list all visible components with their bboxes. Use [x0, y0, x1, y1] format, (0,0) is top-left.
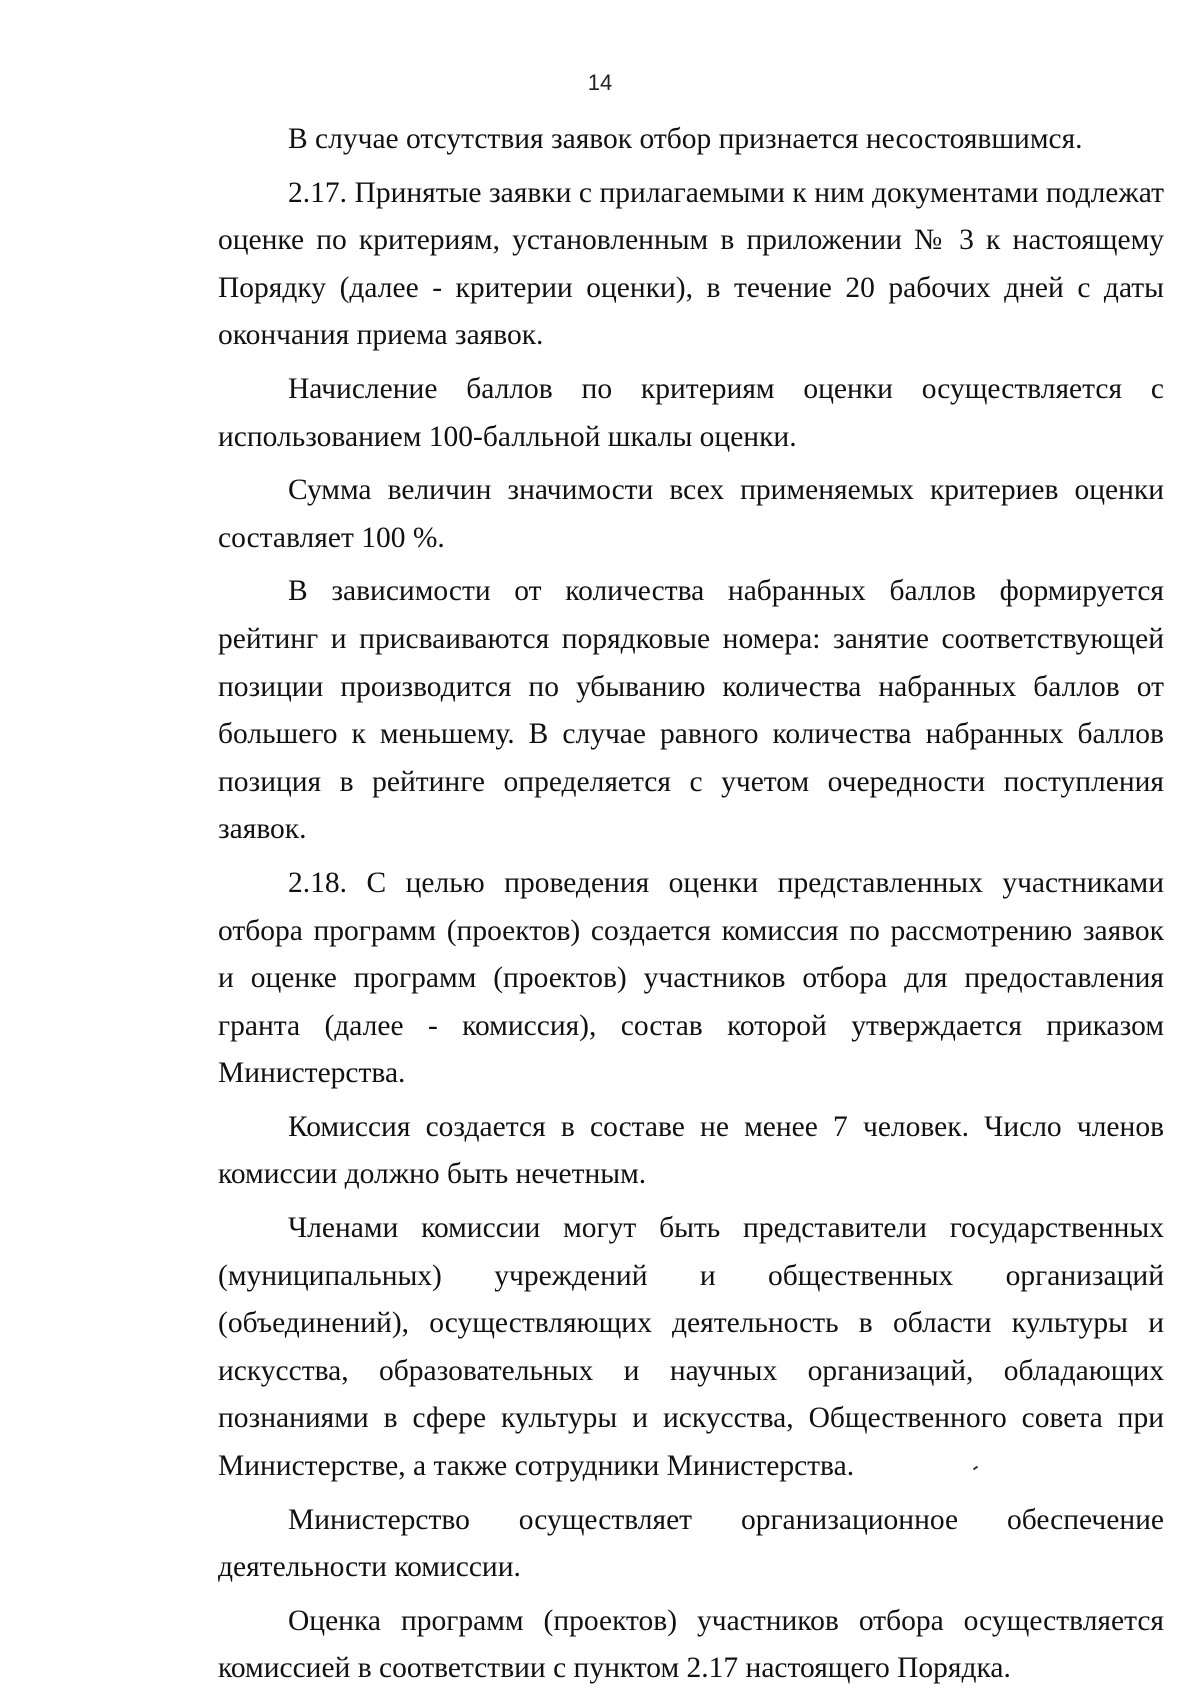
- page-number: 14: [587, 70, 613, 95]
- paragraph-2-18: 2.18. С целью проведения оценки представленных участниками отбора программ (проектов) создается комиссия по рассмотрению заявок и оценке программ (проектов) участников отбора для предоставления гранта (далее - комиссия), состав которой утверждается приказом Министерства.: [218, 866, 1164, 1090]
- paragraph-rating: В зависимости от количества набранных баллов формируется рейтинг и присваиваются порядковые номера: занятие соответствующей позиции производится по убыванию количества набранных баллов от большего к меньшему. В случае равного количества набранных баллов позиция в рейтинге определяется с учетом очередности поступления заявок.: [218, 575, 1164, 846]
- document-body: [218, 116, 1164, 1699]
- paragraph-criteria-sum: Сумма величин значимости всех применяемых критериев оценки составляет 100 %.: [218, 474, 1164, 554]
- paragraph-2-17: 2.17. Принятые заявки с прилагаемыми к ним документами подлежат оценке по критериям, установленным в приложении № 3 к настоящему Порядку (далее - критерии оценки), в течение 20 рабочих дней с даты окончания приема заявок.: [218, 176, 1164, 352]
- paragraph-scoring-scale: Начисление баллов по критериям оценки осуществляется с использованием 100-балльной шкалы оценки.: [218, 372, 1164, 453]
- paragraph-ministry-support: Министерство осуществляет организационное обеспечение деятельности комиссии.: [218, 1503, 1164, 1584]
- paragraph-commission-size: Комиссия создается в составе не менее 7 человек. Число членов комиссии должно быть нечетным.: [218, 1110, 1164, 1191]
- paragraph-evaluation: Оценка программ (проектов) участников отбора осуществляется комиссией в соответствии с пунктом 2.17 настоящего Порядка.: [218, 1604, 1164, 1685]
- paragraph-commission-members: Членами комиссии могут быть представители государственных (муниципальных) учреждений и общественных организаций (объединений), осуществляющих деятельность в области культуры и искусства, образовательных и научных организаций, обладающих познаниями в сфере культуры и искусства, Общественного совета при Министерстве, а также сотрудники Министерства.: [218, 1212, 1164, 1483]
- paragraph-no-applications: В случае отсутствия заявок отбор признается несостоявшимся.: [288, 123, 1083, 155]
